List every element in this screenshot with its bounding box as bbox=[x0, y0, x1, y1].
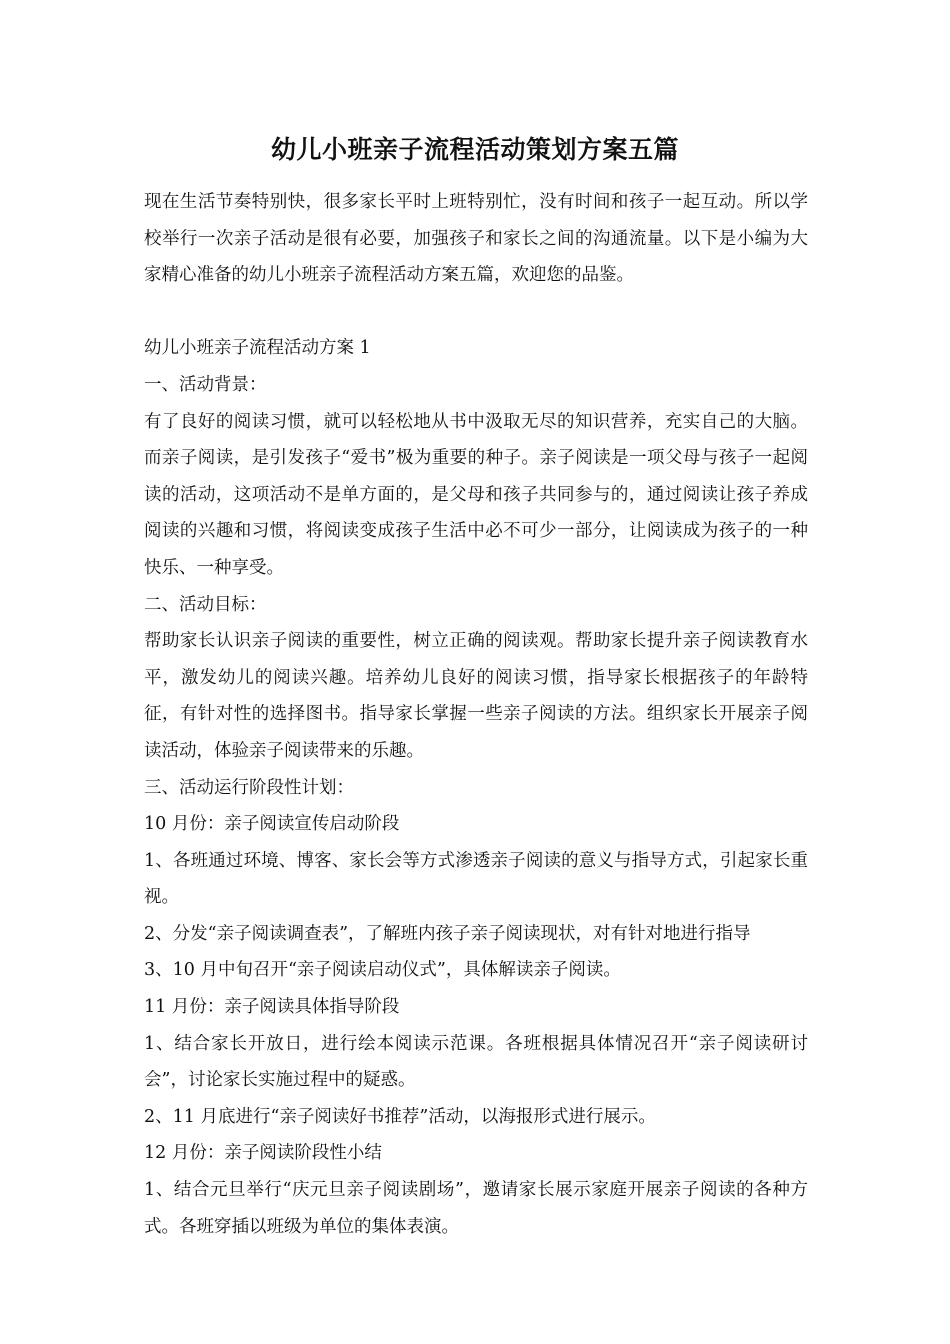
paragraph: 有了良好的阅读习惯，就可以轻松地从书中汲取无尽的知识营养，充实自己的大脑。而亲子阅读，是引发孩子“爱书”极为重要的种子。亲子阅读是一项父母与孩子一起阅读的活动，这项活动不是单方面的，是父母和孩子共同参与的，通过阅读让孩子养成阅读的兴趣和习惯，将阅读变成孩子生活中必不可少一部分，让阅读成为孩子的一种快乐、一种享受。 bbox=[144, 411, 808, 578]
list-item: 3、10 月中旬召开“亲子阅读启动仪式”，具体解读亲子阅读。 bbox=[144, 960, 621, 981]
list-item: 1、各班通过环境、博客、家长会等方式渗透亲子阅读的意义与指导方式，引起家长重视。 bbox=[144, 850, 808, 908]
list-item: 1、结合元旦举行“庆元旦亲子阅读剧场”，邀请家长展示家庭开展亲子阅读的各种方式。各班穿插以班级为单位的集体表演。 bbox=[144, 1180, 808, 1237]
list-item: 2、11 月底进行“亲子阅读好书推荐”活动，以海报形式进行展示。 bbox=[144, 1106, 656, 1127]
section-heading: 幼儿小班亲子流程活动方案 1 bbox=[144, 338, 371, 359]
document-title: 幼儿小班亲子流程活动策划方案五篇 bbox=[270, 135, 679, 164]
phase-heading: 11 月份：亲子阅读具体指导阶段 bbox=[144, 997, 400, 1018]
phase-heading: 12 月份：亲子阅读阶段性小结 bbox=[144, 1143, 382, 1164]
document-body bbox=[144, 184, 808, 1245]
phase-heading: 10 月份：亲子阅读宣传启动阶段 bbox=[144, 814, 400, 835]
subheading: 三、活动运行阶段性计划： bbox=[144, 777, 354, 798]
subheading: 二、活动目标： bbox=[144, 594, 267, 615]
list-item: 2、分发“亲子阅读调查表”，了解班内孩子亲子阅读现状，对有针对地进行指导 bbox=[144, 923, 751, 944]
list-item: 1、结合家长开放日，进行绘本阅读示范课。各班根据具体情况召开“亲子阅读研讨会”，讨论家长实施过程中的疑惑。 bbox=[144, 1033, 808, 1091]
paragraph: 帮助家长认识亲子阅读的重要性，树立正确的阅读观。帮助家长提升亲子阅读教育水平，激发幼儿的阅读兴趣。培养幼儿良好的阅读习惯，指导家长根据孩子的年龄特征，有针对性的选择图书。指导家长掌握一些亲子阅读的方法。组织家长开展亲子阅读活动，体验亲子阅读带来的乐趣。 bbox=[144, 631, 808, 761]
subheading: 一、活动背景： bbox=[144, 374, 267, 395]
intro-paragraph: 现在生活节奏特别快，很多家长平时上班特别忙，没有时间和孩子一起互动。所以学校举行一次亲子活动是很有必要，加强孩子和家长之间的沟通流量。以下是小编为大家精心准备的幼儿小班亲子流程活动方案五篇，欢迎您的品鉴。 bbox=[144, 192, 808, 286]
paragraph-spacer bbox=[144, 294, 808, 331]
